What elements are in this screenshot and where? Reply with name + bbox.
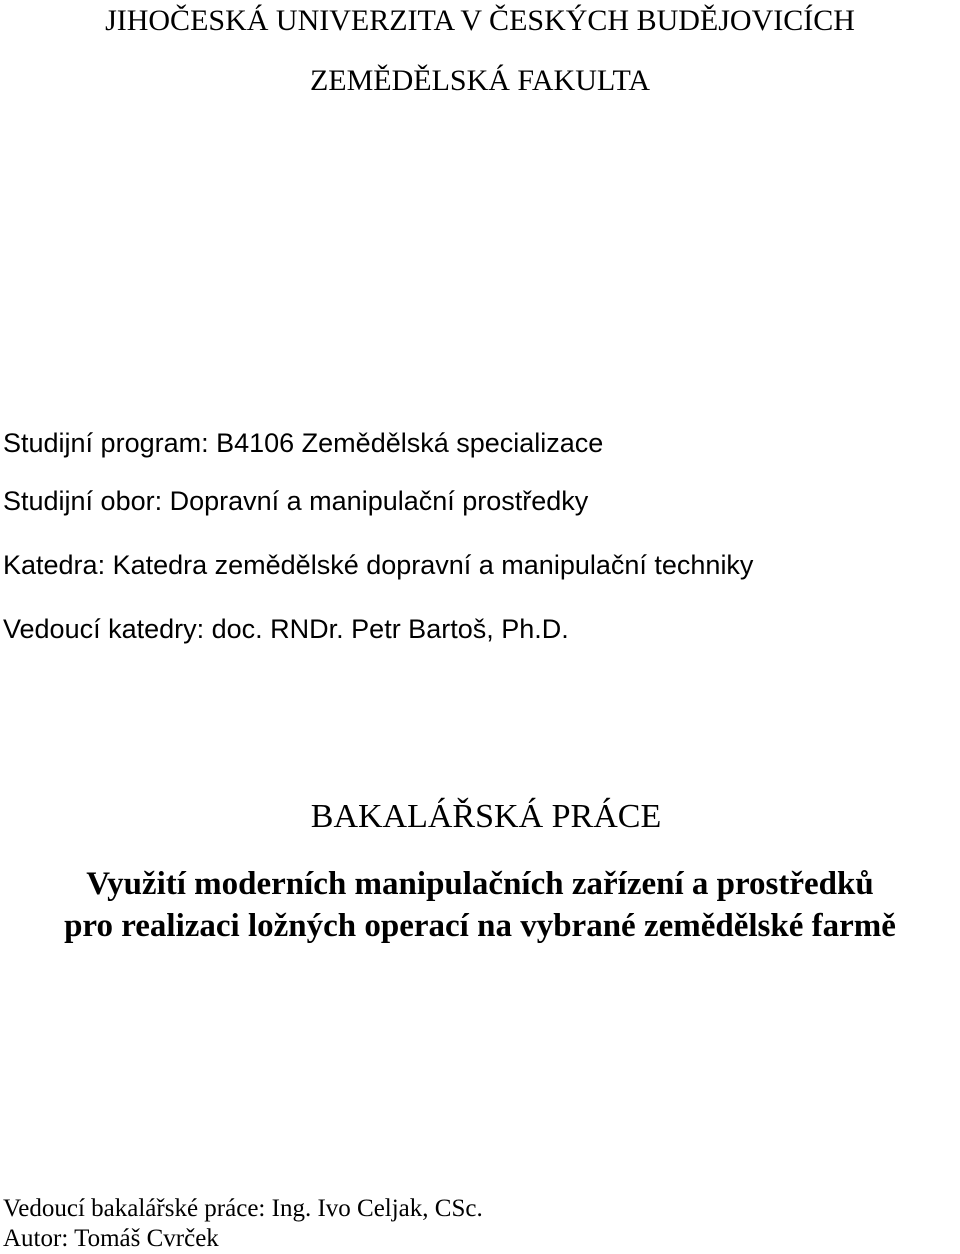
faculty-name: ZEMĚDĚLSKÁ FAKULTA [309, 64, 651, 97]
thesis-title-line-1: Využití moderních manipulačních zařízení a prostředků [86, 866, 874, 902]
thesis-supervisor: Vedoucí bakalářské práce: Ing. Ivo Celjak, CSc. [3, 1195, 483, 1222]
study-field: Studijní obor: Dopravní a manipulační prostředky [3, 486, 589, 516]
university-name: JIHOČESKÁ UNIVERZITA V ČESKÝCH BUDĚJOVICÍCH [105, 4, 855, 37]
department: Katedra: Katedra zemědělské dopravní a manipulační techniky [3, 550, 754, 580]
thesis-title-line-2: pro realizaci ložných operací na vybrané zemědělské farmě [64, 908, 896, 944]
head-of-department: Vedoucí katedry: doc. RNDr. Petr Bartoš, Ph.D. [3, 614, 569, 644]
study-program: Studijní program: B4106 Zemědělská specializace [3, 428, 604, 458]
thesis-type: BAKALÁŘSKÁ PRÁCE [310, 798, 662, 835]
thesis-author: Autor: Tomáš Cvrček [3, 1225, 219, 1252]
